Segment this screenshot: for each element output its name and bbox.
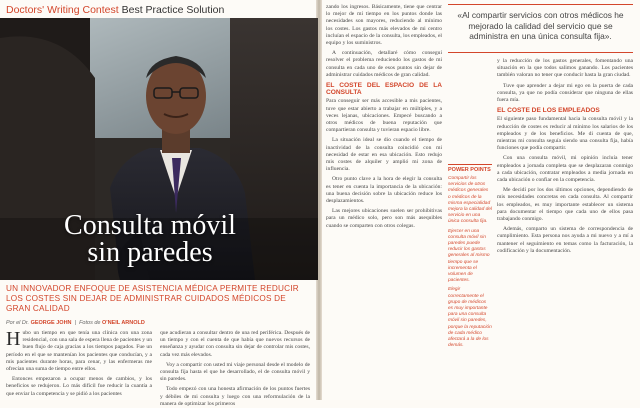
left-column-2 (160, 330, 310, 407)
power-point-item: Elegir correctamente el grupo de médicos es muy importante para una consulta móvil sin paredes, porque la reputación de cada médico afectará a la de los demás. (448, 287, 492, 349)
byline-author: GEORGE JOHN (30, 320, 72, 326)
paragraph: que acudieran a consultar dentro de una red periférica. Después de un tiempo y con el cuenta de que había que nuevos recursos de enseñanza y ayudar con consulta sin dejar de controlar mis costes, cada vez más elevados. (160, 330, 310, 358)
paragraph: Además, comparto un sistema de correspondencia de cumplimiento. Esta persona nos ayuda a mi nuevo y a mí a mantener el seguimiento en temas como la facturación, la codificación y la documentación. (497, 226, 633, 254)
left-column-1 (6, 330, 152, 398)
subhead-office-space: EL COSTE DEL ESPACIO DE LA CONSULTA (326, 82, 442, 97)
section-subtitle: Best Practice Solution (121, 4, 225, 16)
paragraph: Todo empezó con una honesta afirmación de los puntos fuertes y débiles de mi consulta y luego con una reformulación de la manera de optimizar los primeros (160, 386, 310, 407)
quote-rule-top (448, 4, 633, 5)
pull-quote: «Al compartir servicios con otros médicos he mejorado la calidad del servicio que se administra en una única consulta fija». (457, 10, 624, 41)
paragraph: Me decidí por los dos últimos opciones, dependiendo de mis necesidades concretas en cada consulta. Al compartir los empleados, es muy importante establecer un sistema para documentar el tiempo que cada uno de ellos pasa trabajando conmigo. (497, 187, 633, 223)
quote-rule-bottom (448, 52, 633, 53)
byline-photo-label: Fotos de (79, 320, 101, 326)
paragraph: ubo un tiempo en que tenía una clínica con una zona residencial, con una sala de espera llena de pacientes y un buen flujo de caja gracias a los tiempos pagados. Fue un período en el que se mantenían los pacientes que conducían, y a mis pacientes durante horas, para cenar, y las enfermeras me ofrecían una suma de tiempo entre ellos. (6, 330, 152, 373)
right-column-2 (497, 58, 633, 396)
paragraph: Otro punto clave a la hora de elegir la consulta es tener en cuenta la importancia de la ubicación: una buena decisión sobre la ubicación reduce los desplazamientos. (326, 176, 442, 205)
subhead-employees: EL COSTE DE LOS EMPLEADOS (497, 107, 600, 115)
article-title (0, 212, 300, 266)
byline-author-label: Por el Dr. (6, 320, 30, 326)
title-line-1: Consulta móvil (64, 210, 236, 241)
byline-photographer: O'NEIL ARNOLD (102, 320, 145, 326)
paragraph: Entonces empezaron a ocupar menos de cambios, y los beneficios se redujeron. Lo más difícil fue reducir la cuantía a que enviar la competencia y se pidió a los pacientes (6, 376, 152, 397)
power-points-title: POWER POINTS (448, 164, 492, 173)
article-byline: Por el Dr. GEORGE JOHN | Fotos de O'NEIL ARNOLD (6, 320, 145, 326)
section-title: Doctors' Writing Contest (6, 4, 119, 16)
power-point-item: Compartir los servicios de otros médicos generales o médicos de la misma especialidad mejora la calidad del servicio en una única consulta fija. (448, 176, 492, 225)
paragraph: zando los ingresos. Básicamente, tiene que centrar lo mejor de mí tiempo en los puntos donde las necesidades son mayores, reduciendo al mínimo los costes. Los gastos más elevados de mi centro incluían el espacio de la consulta, los empleados, el equipo y los suministros. (326, 4, 442, 47)
paragraph: Para conseguir ser más accesible a mis pacientes, tuve que estar abierto a trabajar en múltiples, y a veces lejanas, ubicaciones. Empecé buscando a otros médicos de buena reputación que compartieran consulta y tuvieran espacio libre. (326, 98, 442, 134)
paragraph: y la reducción de los gastos generales, fomentando una situación en la que todos salimos ganando. Los pacientes también valoran no tener que conducir hasta la gran ciudad. (497, 58, 633, 79)
paragraph: Voy a compartir con usted mi viaje personal desde el modelo de consulta fija hasta el que he desarrollado, el de consulta móvil y sin paredes. (160, 361, 310, 383)
drop-cap: H (6, 328, 21, 350)
paragraph: La situación ideal se dio cuando el tiempo de inactividad de la consulta coincidió con mi necesidad de estar en esa ubicación. Esto redujo mis costes de alquiler y amplió mi zona de influencia. (326, 137, 442, 173)
section-header (6, 4, 224, 16)
paragraph: Las mejores ubicaciones suelen ser prohibitivas para un médico solo, pero son más asequibles cuando se comparten con otros colegas. (326, 208, 442, 229)
article-deck: UN INNOVADOR ENFOQUE DE ASISTENCIA MÉDICA PERMITE REDUCIR LOS COSTES SIN DEJAR DE ADMINISTRAR CUIDADOS MÉDICOS DE GRAN CALIDAD (6, 284, 299, 313)
paragraph: A continuación, detallaré cómo conseguí resolver el problema reduciendo los gastos de mi consulta en cada uno de esos puntos sin dejar de administrar cuidados médicos de gran calidad. (326, 50, 442, 78)
paragraph: Con una consulta móvil, mi opinión incluía tener empleados a jornada completa que se desplazaran conmigo a cada ubicación, contratar empleados a media jornada en cada ubicación o confiar en la competencia. (497, 155, 633, 184)
title-line-2: sin paredes (87, 237, 213, 268)
paragraph: El siguiente paso fundamental hacia la consulta móvil y la reducción de costes es reducir al mínimo los salarios de los empleados y de los beneficios. Me di cuenta de que, mientras mi consulta seguía siendo una consulta fija, había funciones que podía compartir. (497, 116, 633, 152)
paragraph: Tuve que aprender a dejar mi ego en la puerta de cada consulta, ya que no podía considerar que ninguna de ellas fuera mía. (497, 82, 633, 104)
power-point-item: Ejercer en una consulta móvil sin paredes puede reducir los gastos generales al mismo tiempo que se incrementa el volumen de pacientes. (448, 228, 490, 284)
right-column-1 (326, 4, 442, 396)
power-points-box (448, 164, 492, 352)
